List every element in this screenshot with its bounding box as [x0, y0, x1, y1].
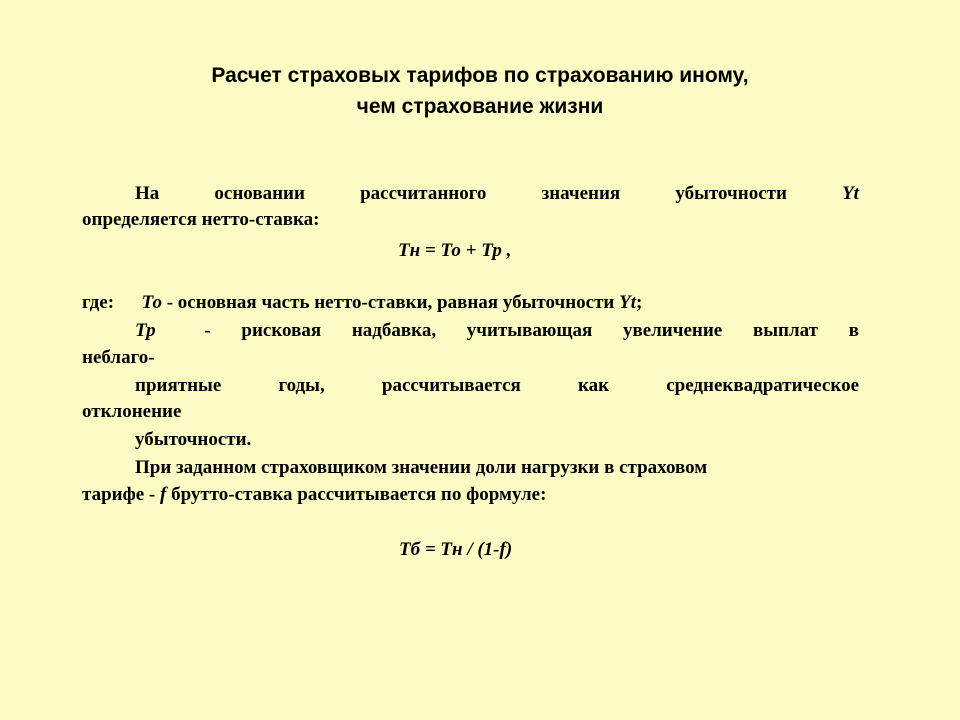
word: годы,: [278, 375, 325, 396]
where-tp-line-1: [135, 319, 859, 343]
where-tp-line-2: неблаго-: [82, 347, 155, 368]
word: надбавка,: [351, 320, 437, 341]
word: как: [577, 375, 610, 396]
f-symbol: f: [160, 484, 167, 505]
word: увеличение: [622, 320, 723, 341]
where-tp-line-3: [135, 374, 859, 398]
to-description: - основная часть нетто-ставки, равная убыточности: [161, 292, 620, 313]
to-symbol: То: [141, 292, 162, 313]
where-tp-line-4: отклонение: [82, 401, 182, 422]
slide-title-line-1: Расчет страховых тарифов по страхованию иному,: [211, 64, 749, 87]
word: рисковая: [241, 320, 322, 341]
word: среднеквадратическое: [666, 375, 859, 396]
to-end: ;: [636, 292, 643, 313]
slide-title-line-2: чем страхование жизни: [356, 95, 604, 118]
para1-line-2: определяется нетто-ставка:: [82, 209, 320, 230]
where-label: где:: [82, 292, 115, 313]
where-to-line: [82, 291, 642, 315]
word: основании: [214, 183, 305, 204]
word: рассчитанного: [360, 183, 487, 204]
where-tp-line-5: убыточности.: [135, 429, 252, 450]
formula-net-rate: Тн = То + Тр ,: [398, 240, 512, 261]
word: рассчитывается: [381, 375, 521, 396]
word: значения: [541, 183, 621, 204]
para2-line-1: При заданном страховщиком значении доли нагрузки в страховом: [135, 457, 708, 478]
para1-line-1: [135, 182, 859, 206]
yt-symbol: Yt: [842, 183, 859, 204]
word: На: [135, 183, 160, 204]
formula-gross-rate: Тб = Тн / (1-f): [399, 539, 513, 560]
word: приятные: [135, 375, 222, 396]
para2-line-2: [82, 483, 546, 507]
word: -: [204, 320, 211, 341]
para2-text-pre: тарифе -: [82, 484, 160, 505]
word: учитывающая: [466, 320, 593, 341]
yt-symbol: Yt: [619, 292, 637, 313]
tp-symbol: Тр: [135, 320, 156, 341]
para2-text-post: брутто-ставка рассчитывается по формуле:: [166, 484, 547, 505]
word: выплат: [752, 320, 818, 341]
word: убыточности: [675, 183, 787, 204]
word: в: [848, 320, 859, 341]
